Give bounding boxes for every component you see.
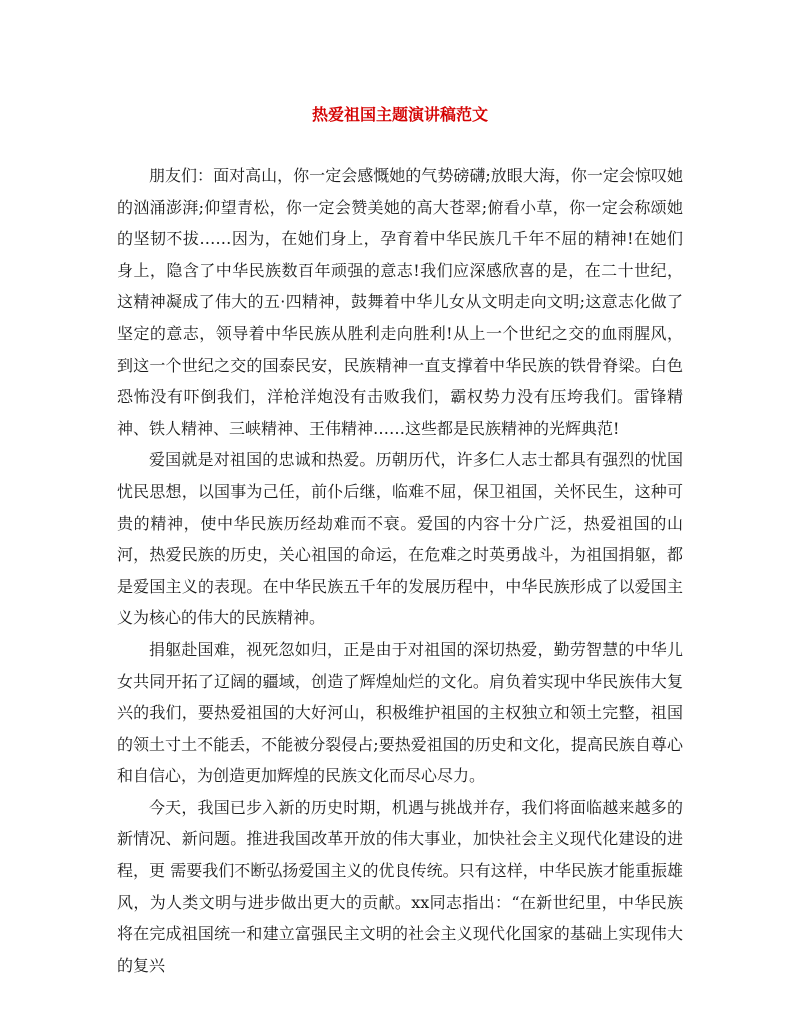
- document-title: 热爱祖国主题演讲稿范文: [311, 105, 488, 124]
- paragraph-4: 今天，我国已步入新的历史时期，机遇与挑战并存，我们将面临越来越多的新情况、新问题。推进我国改革开放的伟大事业，加快社会主义现代化建设的进程，更 需要我们不断弘扬爱国主义的优良传统。只有这样，中华民族才能重振雄风，为人类文明与进步做出更大的贡献。xx同志指出：“在新世纪里，中华民族将在完成祖国统一和建立富强民主文明的社会主义现代化国家的基础上实现伟大的复兴: [117, 797, 683, 975]
- paragraph-1: 朋友们：面对高山，你一定会感慨她的气势磅礴;放眼大海，你一定会惊叹她的汹涌澎湃;仰望青松，你一定会赞美她的高大苍翠;俯看小草，你一定会称颂她的坚韧不拔……因为，在她们身上，孕育着中华民族几千年不屈的精神!在她们身上，隐含了中华民族数百年顽强的意志!我们应深感欣喜的是，在二十世纪，这精神凝成了伟大的五·四精神，鼓舞着中华儿女从文明走向文明;这意志化做了坚定的意志，领导着中华民族从胜利走向胜利!从上一个世纪之交的血雨腥风，到这一个世纪之交的国泰民安，民族精神一直支撑着中华民族的铁骨脊梁。白色恐怖没有吓倒我们，洋枪洋炮没有击败我们，霸权势力没有压垮我们。雷锋精神、铁人精神、三峡精神、王伟精神……这些都是民族精神的光辉典范!: [117, 166, 683, 438]
- paragraph-2: 爱国就是对祖国的忠诚和热爱。历朝历代，许多仁人志士都具有强烈的忧国忧民思想，以国事为己任，前仆后继，临难不屈，保卫祖国，关怀民生，这种可贵的精神，使中华民族历经劫难而不衰。爱国的内容十分广泛，热爱祖国的山河，热爱民族的历史，关心祖国的命运，在危难之时英勇战斗，为祖国捐躯，都是爱国主义的表现。在中华民族五千年的发展历程中，中华民族形成了以爱国主义为核心的伟大的民族精神。: [117, 450, 683, 628]
- document-body: [117, 160, 683, 981]
- paragraph-3: 捐躯赴国难，视死忽如归，正是由于对祖国的深切热爱，勤劳智慧的中华儿女共同开拓了辽阔的疆域，创造了辉煌灿烂的文化。肩负着实现中华民族伟大复兴的我们，要热爱祖国的大好河山，积极维护祖国的主权独立和领土完整，祖国的领土寸土不能丢，不能被分裂侵占;要热爱祖国的历史和文化，提高民族自尊心和自信心，为创造更加辉煌的民族文化而尽心尽力。: [117, 639, 683, 786]
